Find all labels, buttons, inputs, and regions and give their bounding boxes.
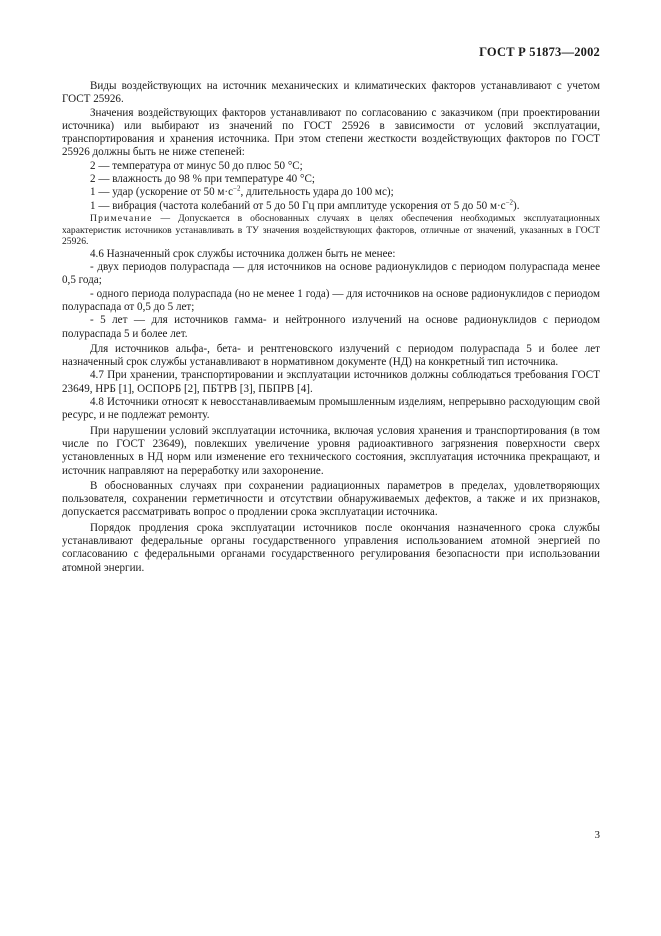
clause-4-6-alpha-paragraph: Для источников альфа-, бета- и рентгеновского излучений с периодом полураспада 5 и более лет назначенный срок службы устанавливают в нормативном документе (НД) на конкретный тип источника. [62, 342, 600, 369]
page-number: 3 [594, 829, 600, 841]
exponent: −2 [233, 184, 241, 193]
clause-4-6: 4.6 Назначенный срок службы источника должен быть не менее: [90, 247, 396, 260]
clause-4-6-bullet-1: - двух периодов полураспада — для источников на основе радионуклидов с периодом полураспада менее 0,5 года; [62, 261, 600, 287]
intro-paragraph-2: Значения воздействующих факторов устанавливают по согласованию с заказчиком (при проектировании источника) или выбирают из значений по ГОСТ 25926 в зависимости от условий эксплуатации, транспортирования и хранения источника. При этом степени жесткости воздействующих факторов по ГОСТ 25926 должны быть не ниже степеней: [62, 106, 600, 159]
severity-degrees-list [62, 160, 600, 213]
clause-4-8-paragraph-3: Порядок продления срока эксплуатации источников после окончания назначенного срока службы устанавливают федеральные органы государственного управления использованием атомной энергией по согласованию с федеральными органами государственного регулирования безопасности при использовании атомной энергии. [62, 521, 600, 574]
degree-item-shock: 1 — удар (ускорение от 50 $м\cdot с^{-2}$, длительность удара до 100 мс); [90, 184, 394, 199]
degree-item-vibration: 1 — вибрация (частота колебаний от 5 до 50 Гц при амплитуде ускорения от 5 до 50 $м\cdot с^{-2}$). [90, 197, 520, 212]
intro-paragraph-1: Виды воздействующих на источник механических и климатических факторов устанавливают с учетом ГОСТ 25926. [62, 80, 600, 106]
page-body [62, 80, 600, 575]
clause-4-8-paragraph-2: В обоснованных случаях при сохранении радиационных параметров в пределах, удовлетворяющих пользователя, сохранении герметичности и отсутствии обнаруживаемых дефектов, а также и их признаков, допускается рассматривать вопрос о продлении срока эксплуатации источника. [62, 479, 600, 519]
document-code: ГОСТ Р 51873—2002 [479, 45, 600, 59]
exponent: −2 [505, 197, 514, 206]
clause-4-8-paragraph-1: При нарушении условий эксплуатации источника, включая условия хранения и транспортирования (в том числе по ГОСТ 23649), повлекших увеличение уровня радиоактивного загрязнения поверхности сверх установленных в НД норм или изменение его технического состояния, эксплуатация источника прекращают, и источник направляют на переработку или захоронение. [62, 424, 600, 477]
note-text: — Допускается в обоснованных случаях в целях обеспечения необходимых эксплуатационных характеристик источников устанавливать в ТУ значения воздействующих факторов, отличные от значений, указанных в ГОСТ 25926. [62, 212, 600, 248]
clause-4-7: 4.7 При хранении, транспортировании и эксплуатации источников должны соблюдаться требования ГОСТ 23649, НРБ [1], ОСПОРБ [2], ПБТРВ [3], ПБПРВ [4]. [62, 369, 600, 395]
clause-4-8: 4.8 Источники относят к невосстанавливаемым промышленным изделиям, непрерывно расходующим свой ресурс, и не подлежат ремонту. [62, 396, 600, 422]
note-paragraph [62, 213, 600, 248]
degree-item-humidity: 2 — влажность до 98 % при температуре 40 °С; [90, 173, 315, 186]
clause-4-6-bullet-2: - одного периода полураспада (но не менее 1 года) — для источников на основе радионуклидов с периодом полураспада от 0,5 до 5 лет; [62, 287, 600, 313]
note-label: Примечание [90, 212, 153, 224]
degree-item-temperature: 2 — температура от минус 50 до плюс 50 °С; [90, 159, 303, 172]
clause-4-6-bullet-3: - 5 лет — для источников гамма- и нейтронного излучений на основе радионуклидов с периодом полураспада 5 и более лет. [62, 314, 600, 340]
